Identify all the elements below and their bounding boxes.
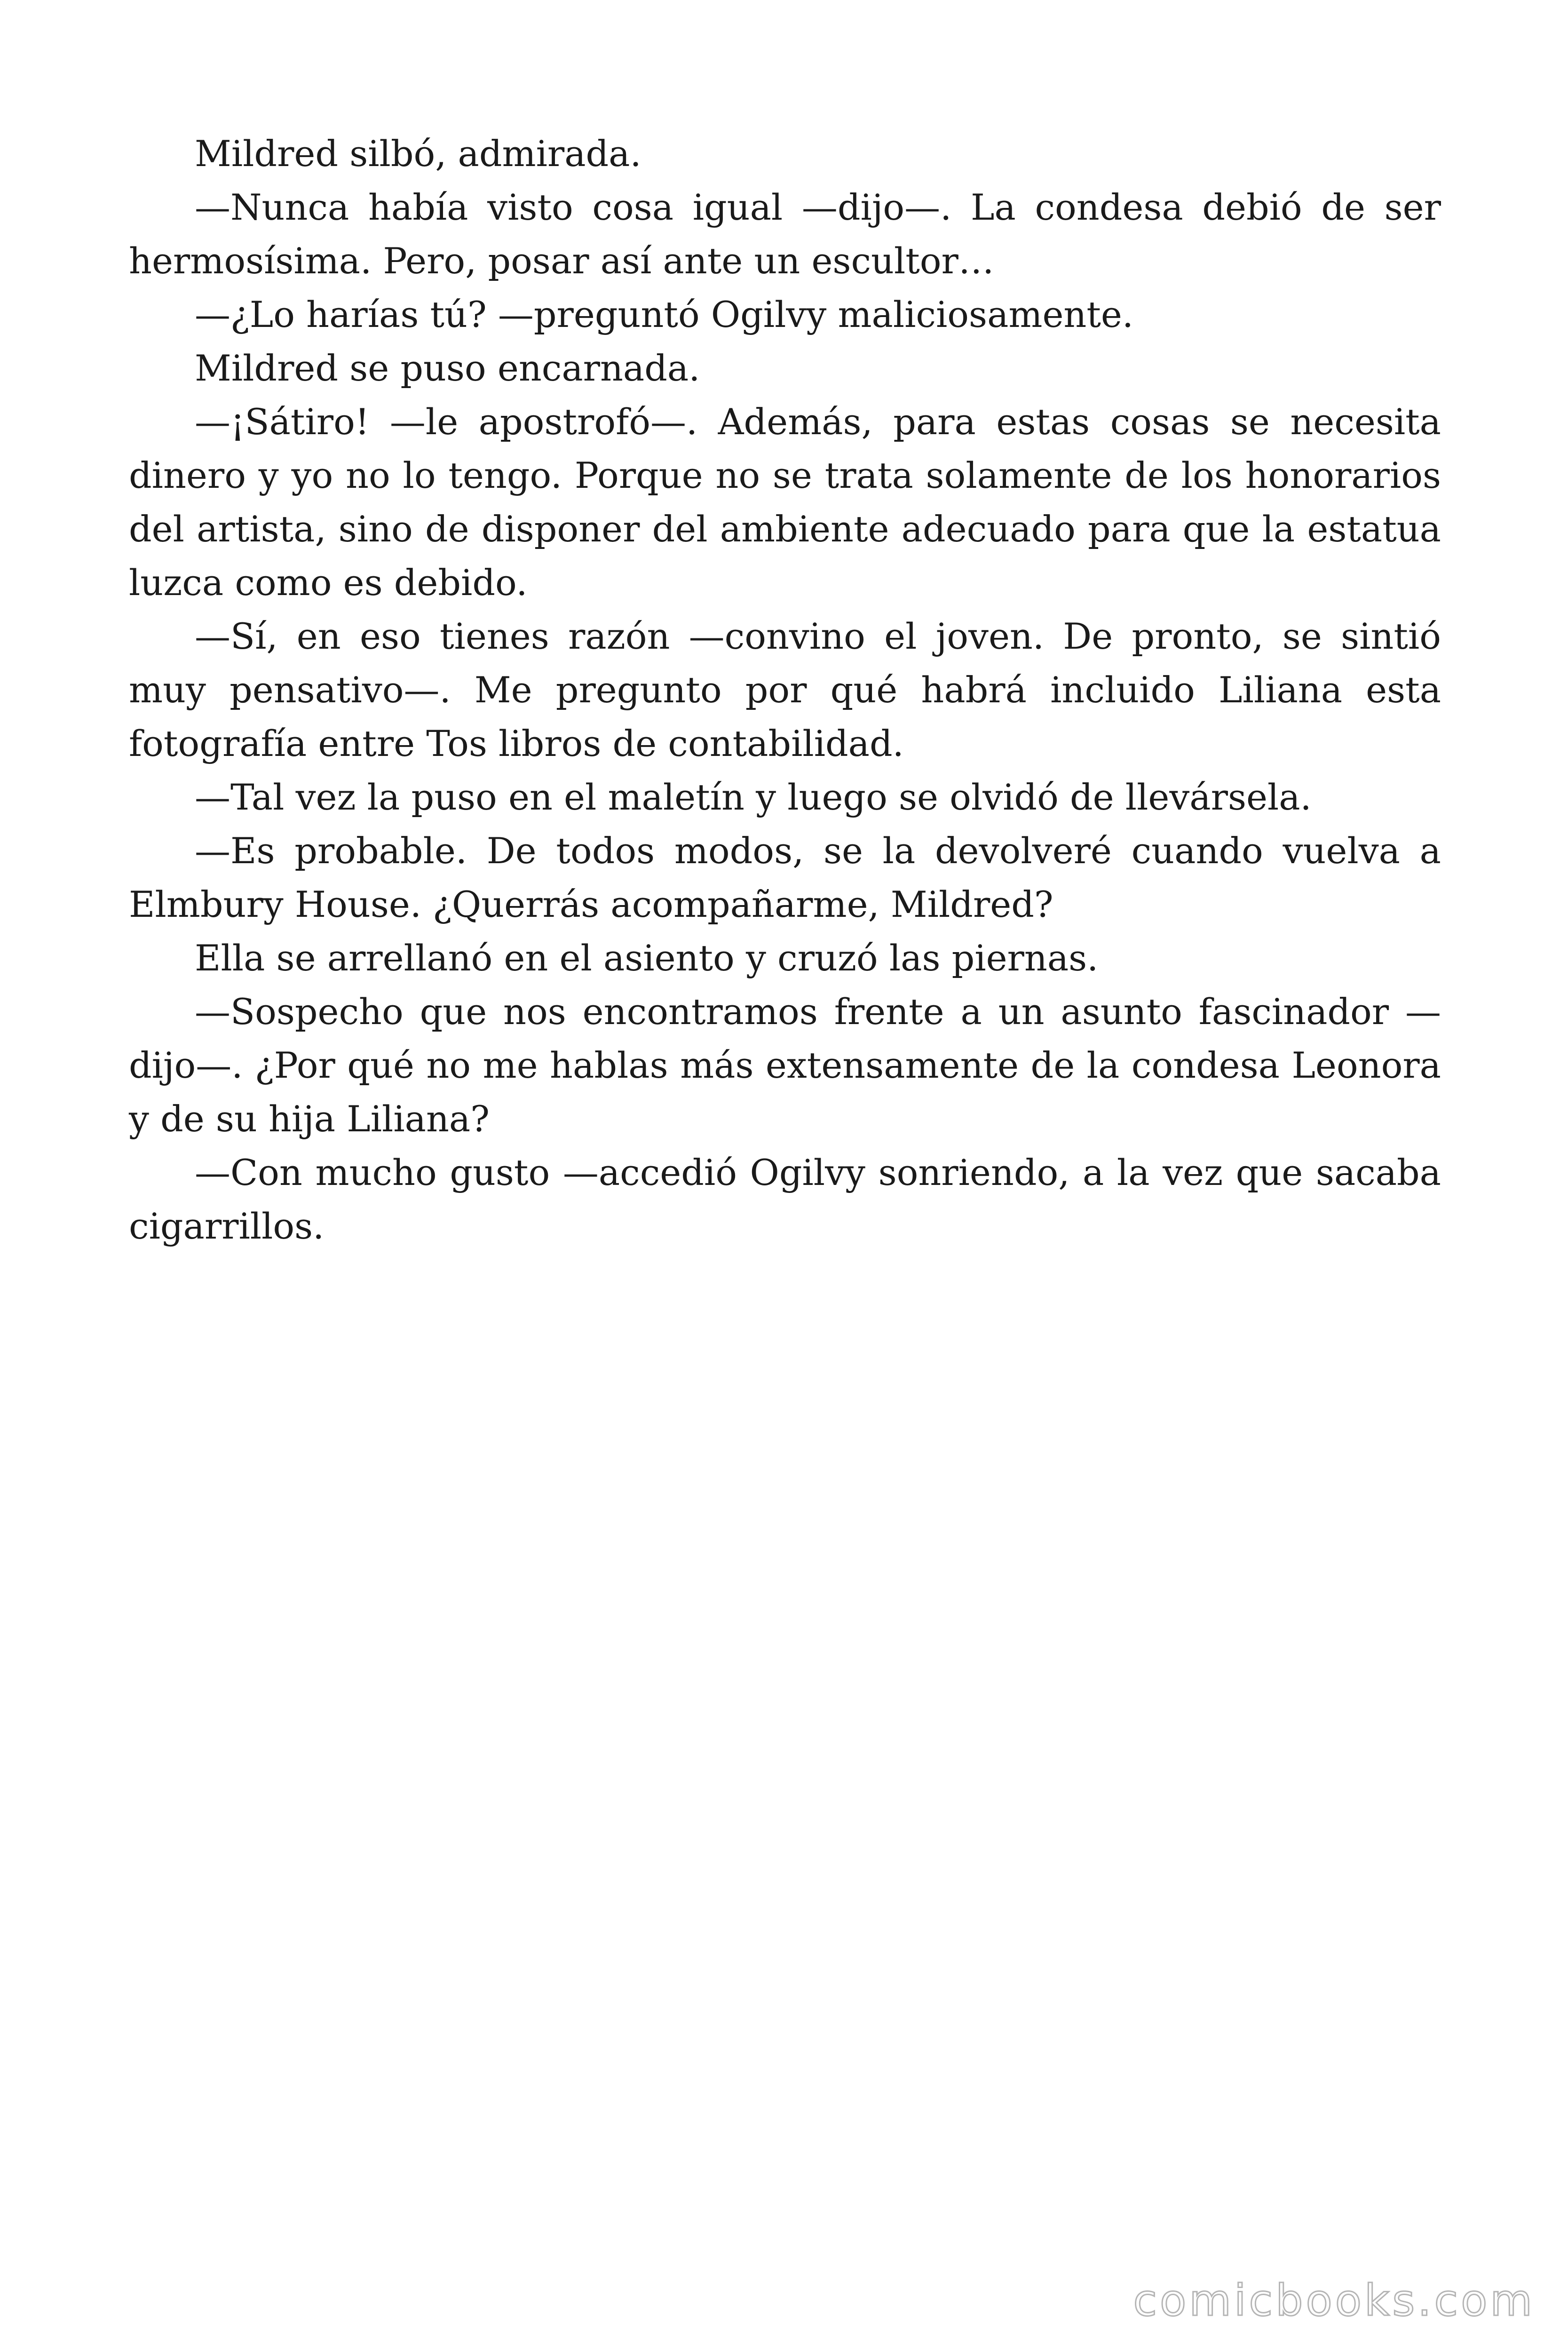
paragraph: Mildred se puso encarnada.: [195, 347, 700, 389]
paragraph: —¿Lo harías tú? —preguntó Ogilvy maliciosamente.: [195, 294, 1134, 335]
paragraph: Mildred silbó, admirada.: [195, 133, 641, 175]
paragraph: —Tal vez la puso en el maletín y luego se olvidó de llevársela.: [195, 776, 1312, 818]
paragraph: —Nunca había visto cosa igual —dijo—. La condesa debió de ser hermosísima. Pero, posar así ante un escultor…: [129, 186, 1441, 282]
paragraph: Ella se arrellanó en el asiento y cruzó las piernas.: [195, 937, 1099, 979]
paragraph: —¡Sátiro! —le apostrofó—. Además, para estas cosas se necesita dinero y yo no lo tengo. Porque no se trata solamente de los honorarios del artista, sino de disponer del ambiente adecuado para que la estatua luzca como es debido.: [129, 401, 1441, 604]
paragraph: —Es probable. De todos modos, se la devolveré cuando vuelva a Elmbury House. ¿Querrás acompañarme, Mildred?: [129, 830, 1441, 925]
watermark: comicbooks.com: [1133, 2275, 1535, 2326]
paragraph: —Sospecho que nos encontramos frente a un asunto fascinador —dijo—. ¿Por qué no me hablas más extensamente de la condesa Leonora y de su hija Liliana?: [129, 991, 1441, 1140]
paragraph: —Con mucho gusto —accedió Ogilvy sonriendo, a la vez que sacaba cigarrillos.: [129, 1152, 1441, 1247]
paragraph: —Sí, en eso tienes razón —convino el joven. De pronto, se sintió muy pensativo—. Me pregunto por qué habrá incluido Liliana esta fotografía entre Tos libros de contabilidad.: [129, 615, 1441, 764]
page-body: [129, 127, 1441, 1253]
